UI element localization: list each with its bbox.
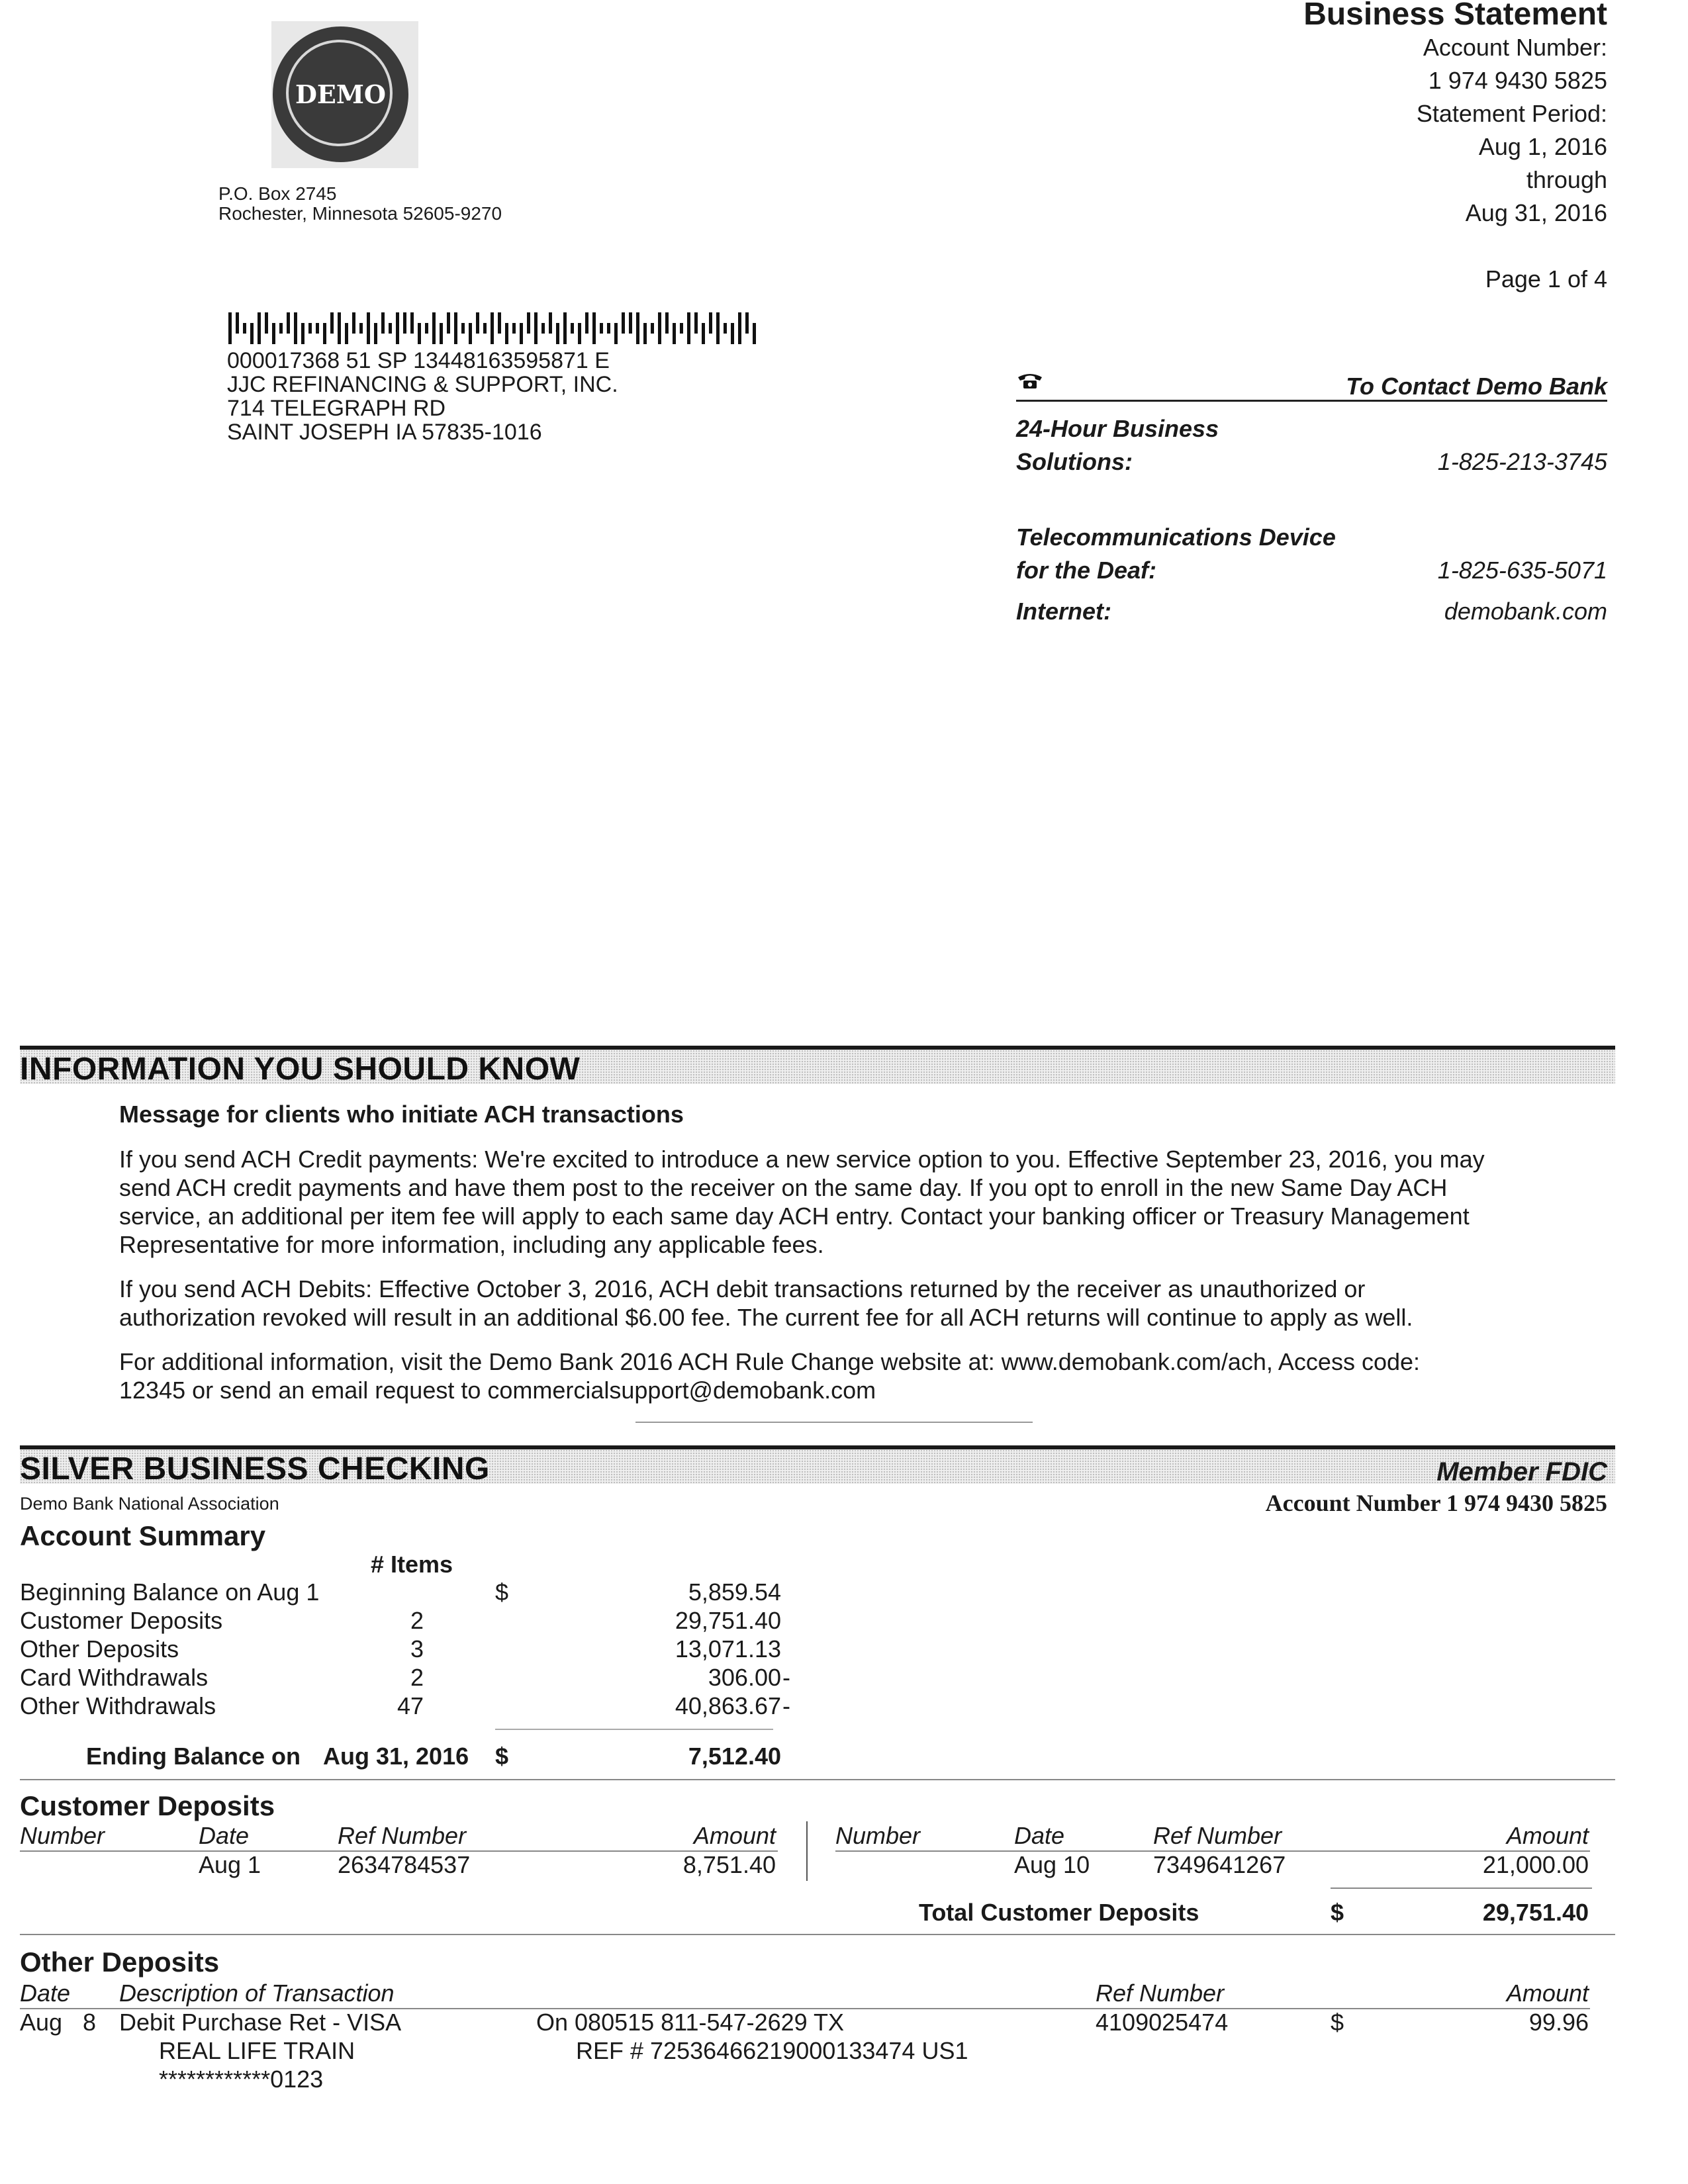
info-p3-line1: For additional information, visit the Demo Bank 2016 ACH Rule Change website at: www.demobank.com/ach, Access code: — [119, 1348, 1421, 1375]
items-header: # Items — [371, 1551, 453, 1578]
barcode-bar — [731, 323, 734, 344]
summary-row-items: 47 — [397, 1692, 424, 1719]
info-message-heading: Message for clients who initiate ACH transactions — [119, 1101, 684, 1128]
bank-association: Demo Bank National Association — [20, 1494, 279, 1514]
period-start: Aug 1, 2016 — [1478, 133, 1607, 160]
barcode-bar — [622, 312, 625, 334]
ending-balance-amount: 7,512.40 — [688, 1743, 781, 1770]
summary-row-amount: 5,859.54 — [688, 1578, 781, 1606]
summary-row-sign: - — [782, 1692, 790, 1719]
barcode-bar — [629, 312, 632, 334]
bank-address-line2: Rochester, Minnesota 52605-9270 — [218, 203, 502, 224]
barcode-bar — [483, 323, 487, 334]
barcode-bar — [352, 312, 355, 334]
tdd-label-2: for the Deaf: — [1016, 557, 1157, 584]
barcode-bar — [316, 323, 319, 334]
barcode-bar — [745, 312, 749, 334]
barcode-bar — [505, 323, 508, 344]
barcode-bar — [738, 312, 741, 344]
account-number: 1 974 9430 5825 — [1428, 67, 1607, 94]
barcode-bar — [374, 323, 377, 344]
cd-right-ref: 7349641267 — [1153, 1851, 1286, 1878]
barcode-bar — [432, 312, 436, 344]
barcode-bar — [359, 323, 363, 334]
barcode-bar — [236, 312, 239, 334]
checking-section-title: SILVER BUSINESS CHECKING — [20, 1451, 490, 1486]
customer-deposits-title: Customer Deposits — [20, 1790, 275, 1821]
summary-row-sign: - — [782, 1664, 790, 1691]
cd-total-currency: $ — [1331, 1899, 1344, 1926]
barcode-bar — [410, 312, 414, 334]
barcode-bar — [702, 323, 705, 344]
barcode-bar — [418, 323, 421, 344]
recipient-street: 714 TELEGRAPH RD — [227, 396, 446, 421]
summary-row-amount: 13,071.13 — [675, 1635, 781, 1662]
barcode-bar — [301, 323, 305, 344]
barcode-bar — [265, 312, 268, 334]
summary-row-amount: 306.00 — [708, 1664, 781, 1691]
cd-right-amount: 21,000.00 — [1482, 1851, 1589, 1878]
info-p1-line2: send ACH credit payments and have them post to the receiver on the same day. If you opt to enroll in the new Same Day ACH — [119, 1174, 1448, 1201]
barcode-bar — [556, 323, 559, 344]
summary-row-items: 2 — [410, 1664, 424, 1691]
barcode-bar — [607, 323, 610, 334]
barcode-bar — [658, 312, 661, 344]
barcode-bar — [250, 323, 254, 344]
info-section-title: INFORMATION YOU SHOULD KNOW — [20, 1052, 581, 1087]
barcode-bar — [541, 323, 545, 334]
barcode-bar — [476, 312, 479, 334]
info-p2-line2: authorization revoked will result in an additional $6.00 fee. The current fee for all ACH returns will continue to apply as well. — [119, 1304, 1413, 1331]
od-row1-month: Aug — [20, 2009, 63, 2036]
cd-divider — [20, 1934, 1615, 1935]
bank-logo-text: DEMO — [295, 79, 387, 109]
barcode-bar — [643, 323, 647, 344]
barcode-bar — [469, 323, 472, 344]
cd-total-label: Total Customer Deposits — [919, 1899, 1199, 1926]
recipient-city: SAINT JOSEPH IA 57835-1016 — [227, 420, 542, 445]
info-end-divider — [635, 1422, 1033, 1423]
barcode-bar — [592, 312, 596, 344]
od-row1-card: ************0123 — [159, 2066, 324, 2093]
od-header-description: Description of Transaction — [119, 1979, 395, 2007]
barcode-bar — [716, 312, 720, 344]
barcode-bar — [680, 323, 683, 334]
cd-left-amount: 8,751.40 — [682, 1851, 776, 1878]
contact-heading: To Contact Demo Bank — [1346, 373, 1607, 400]
phone-icon — [1016, 371, 1044, 390]
od-row1-currency: $ — [1331, 2009, 1344, 2036]
barcode-bar — [498, 312, 501, 334]
tdd-phone[interactable]: 1-825-635-5071 — [1437, 557, 1607, 584]
barcode-bar — [323, 323, 326, 344]
barcode-bar — [673, 323, 676, 344]
summary-row-label: Customer Deposits — [20, 1607, 223, 1634]
info-p3-line2: 12345 or send an email request to commercialsupport@demobank.com — [119, 1377, 876, 1404]
cd-left-ref: 2634784537 — [338, 1851, 471, 1878]
barcode-bar — [512, 323, 516, 334]
barcode-bar — [665, 312, 669, 334]
barcode-bar — [294, 312, 297, 344]
cd-right-header-amount: Amount — [1506, 1822, 1589, 1849]
barcode-bar — [389, 323, 392, 334]
barcode-bar — [753, 323, 756, 344]
summary-row-amount: 29,751.40 — [675, 1607, 781, 1634]
barcode-bar — [724, 323, 727, 334]
barcode-bar — [636, 312, 639, 344]
checking-account-number: Account Number 1 974 9430 5825 — [1265, 1490, 1607, 1516]
period-end: Aug 31, 2016 — [1465, 199, 1607, 226]
summary-row-items: 3 — [410, 1635, 424, 1662]
barcode-bar — [338, 312, 341, 344]
summary-row-label: Card Withdrawals — [20, 1664, 209, 1691]
info-p1-line1: If you send ACH Credit payments: We're excited to introduce a new service option to you. Effective September 23, 2016, you may — [119, 1146, 1485, 1173]
cd-right-header-date: Date — [1014, 1822, 1065, 1849]
summary-row-label: Other Deposits — [20, 1635, 179, 1662]
internet-label: Internet: — [1016, 598, 1111, 625]
barcode-bar — [330, 312, 334, 334]
business-solutions-label-1: 24-Hour Business — [1016, 415, 1219, 442]
barcode-bar — [243, 323, 246, 334]
account-summary-title: Account Summary — [20, 1520, 266, 1551]
summary-row-label: Other Withdrawals — [20, 1692, 216, 1719]
od-row1-amount: 99.96 — [1528, 2009, 1589, 2036]
barcode-bar — [396, 312, 399, 344]
barcode-bar — [279, 323, 283, 334]
period-through: through — [1526, 166, 1607, 193]
ending-balance-currency: $ — [495, 1743, 509, 1770]
barcode-bar — [600, 323, 603, 334]
barcode-bar — [563, 312, 567, 344]
od-header-ref: Ref Number — [1096, 1979, 1225, 2007]
barcode-bar — [308, 323, 312, 334]
cd-left-header-number: Number — [20, 1822, 105, 1849]
barcode-bar — [549, 312, 552, 334]
barcode-bar — [527, 312, 530, 334]
tdd-label-1: Telecommunications Device — [1016, 523, 1336, 551]
barcode-bar — [491, 312, 494, 344]
other-deposits-title: Other Deposits — [20, 1946, 220, 1978]
od-row1-detail: On 080515 811-547-2629 TX — [536, 2009, 845, 2036]
od-header-date: Date — [20, 1979, 71, 2007]
cd-right-date: Aug 10 — [1014, 1851, 1090, 1878]
cd-left-header-amount: Amount — [693, 1822, 776, 1849]
barcode-bar — [461, 323, 465, 334]
postal-barcode — [227, 312, 763, 344]
cd-right-header-ref: Ref Number — [1153, 1822, 1282, 1849]
cd-total-amount: 29,751.40 — [1482, 1899, 1589, 1926]
statement-period-label: Statement Period: — [1416, 100, 1607, 127]
cd-right-header-number: Number — [835, 1822, 921, 1849]
info-p1-line3: service, an additional per item fee will apply to each same day ACH entry. Contact your banking officer or Treasury Management — [119, 1203, 1470, 1230]
summary-total-rule — [495, 1729, 773, 1730]
member-fdic: Member FDIC — [1436, 1457, 1607, 1486]
od-row1-description: Debit Purchase Ret - VISA — [119, 2009, 402, 2036]
statement-title: Business Statement — [1303, 0, 1607, 32]
barcode-bar — [440, 323, 443, 344]
barcode-bar — [571, 323, 574, 334]
summary-row-currency: $ — [495, 1578, 509, 1606]
internet-link[interactable]: demobank.com — [1444, 598, 1607, 625]
barcode-bar — [534, 312, 538, 344]
od-row1-merchant: REAL LIFE TRAIN — [159, 2037, 355, 2064]
od-header-amount: Amount — [1506, 1979, 1589, 2007]
bank-address-line1: P.O. Box 2745 — [218, 183, 337, 204]
info-p2-line1: If you send ACH Debits: Effective October 3, 2016, ACH debit transactions returned by the receiver as unauthorized or — [119, 1275, 1366, 1302]
barcode-bar — [585, 312, 588, 334]
summary-row-items: 2 — [410, 1607, 424, 1634]
ending-balance-label: Ending Balance on — [86, 1743, 301, 1770]
contact-divider — [1016, 400, 1607, 402]
cd-total-rule — [1331, 1888, 1592, 1889]
barcode-bar — [425, 323, 428, 334]
barcode-bar — [454, 312, 457, 344]
summary-row-amount: 40,863.67 — [675, 1692, 781, 1719]
barcode-bar — [447, 312, 450, 334]
od-row1-day: 8 — [83, 2009, 97, 2036]
info-p1-line4: Representative for more information, including any applicable fees. — [119, 1231, 824, 1258]
business-solutions-label-2: Solutions: — [1016, 448, 1133, 475]
account-number-label: Account Number: — [1423, 34, 1607, 61]
barcode-bar — [381, 312, 385, 334]
cd-left-header-date: Date — [199, 1822, 250, 1849]
barcode-bar — [258, 312, 261, 344]
od-row1-ref: 4109025474 — [1096, 2009, 1229, 2036]
summary-row-label: Beginning Balance on Aug 1 — [20, 1578, 320, 1606]
barcode-bar — [287, 312, 290, 334]
barcode-bar — [578, 323, 581, 344]
cd-left-date: Aug 1 — [199, 1851, 261, 1878]
barcode-bar — [709, 312, 712, 334]
barcode-bar — [403, 312, 406, 334]
barcode-bar — [520, 323, 523, 344]
barcode-bar — [228, 312, 232, 344]
barcode-bar — [694, 312, 698, 334]
barcode-bar — [687, 312, 690, 344]
recipient-name: JJC REFINANCING & SUPPORT, INC. — [227, 372, 618, 397]
recipient-code-line: 000017368 51 SP 13448163595871 E — [227, 348, 610, 373]
cd-column-divider — [806, 1821, 808, 1881]
business-solutions-phone[interactable]: 1-825-213-3745 — [1437, 448, 1607, 475]
ending-balance-date: Aug 31, 2016 — [323, 1743, 469, 1770]
barcode-bar — [651, 323, 654, 334]
barcode-bar — [345, 323, 348, 344]
od-row1-reference: REF # 72536466219000133474 US1 — [576, 2037, 968, 2064]
barcode-bar — [614, 323, 618, 344]
barcode-bar — [367, 312, 370, 344]
summary-divider — [20, 1779, 1615, 1780]
cd-left-header-ref: Ref Number — [338, 1822, 467, 1849]
page-indicator: Page 1 of 4 — [1485, 265, 1607, 293]
barcode-bar — [272, 323, 275, 344]
